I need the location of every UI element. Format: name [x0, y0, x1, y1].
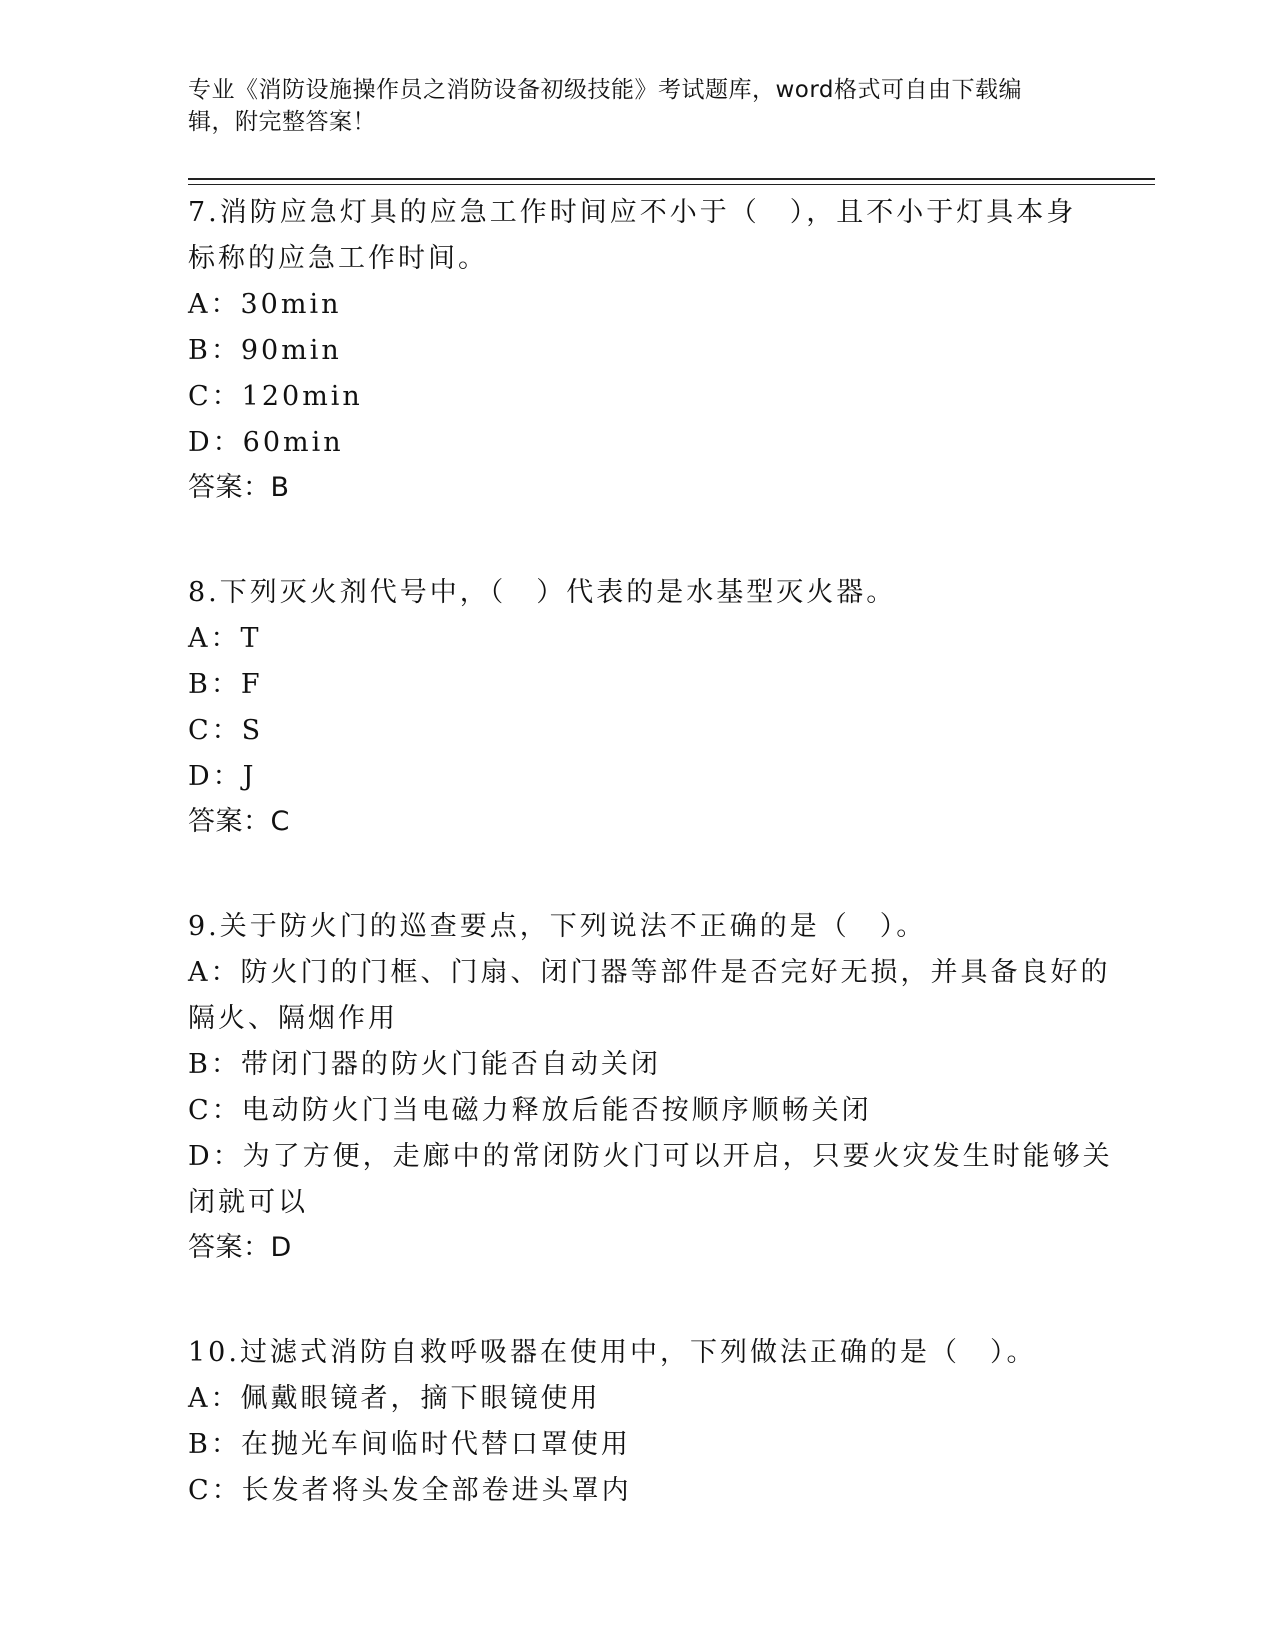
option-b: B：带闭门器的防火门能否自动关闭	[188, 1049, 661, 1080]
option-a: A：防火门的门框、门扇、闭门器等部件是否完好无损，并具备良好的	[188, 957, 1111, 988]
answer-label: 答案：D	[188, 1232, 292, 1263]
option-d: D：60min	[188, 427, 344, 458]
option-a: A：佩戴眼镜者，摘下眼镜使用	[188, 1383, 601, 1414]
question-stem-cont: 标称的应急工作时间。	[188, 243, 488, 274]
question-stem: 10.过滤式消防自救呼吸器在使用中，下列做法正确的是（ ）。	[188, 1337, 1037, 1368]
option-d-cont: 闭就可以	[188, 1187, 308, 1218]
option-a: A：T	[188, 623, 262, 654]
option-c: C：120min	[188, 381, 363, 412]
option-c: C：S	[188, 715, 264, 746]
option-a-cont: 隔火、隔烟作用	[188, 1003, 398, 1034]
question-9	[188, 904, 1113, 1270]
option-c: C：长发者将头发全部卷进头罩内	[188, 1475, 632, 1506]
question-10	[188, 1330, 1088, 1514]
option-b: B：在抛光车间临时代替口罩使用	[188, 1429, 631, 1460]
question-8	[188, 570, 1088, 844]
header-divider-thick	[188, 178, 1155, 180]
question-7	[188, 190, 1088, 510]
option-d: D：J	[188, 761, 257, 792]
option-a: A：30min	[188, 289, 342, 320]
option-c: C：电动防火门当电磁力释放后能否按顺序顺畅关闭	[188, 1095, 872, 1126]
question-stem: 7.消防应急灯具的应急工作时间应不小于（ ），且不小于灯具本身	[188, 197, 1077, 228]
option-b: B：90min	[188, 335, 342, 366]
option-d: D：为了方便，走廊中的常闭防火门可以开启，只要火灾发生时能够关	[188, 1141, 1113, 1172]
answer-label: 答案：B	[188, 472, 290, 503]
question-stem: 8.下列灭火剂代号中，（ ）代表的是水基型灭火器。	[188, 577, 897, 608]
header-line-1: 专业《消防设施操作员之消防设备初级技能》考试题库，word格式可自由下载编	[188, 77, 1023, 103]
option-b: B：F	[188, 669, 263, 700]
header-line-2: 辑，附完整答案！	[188, 109, 376, 135]
question-stem: 9.关于防火门的巡查要点，下列说法不正确的是（ ）。	[188, 911, 927, 942]
answer-label: 答案：C	[188, 806, 290, 837]
header-divider-thin	[188, 184, 1155, 185]
question-list	[188, 190, 1113, 1514]
document-header	[188, 74, 1088, 138]
